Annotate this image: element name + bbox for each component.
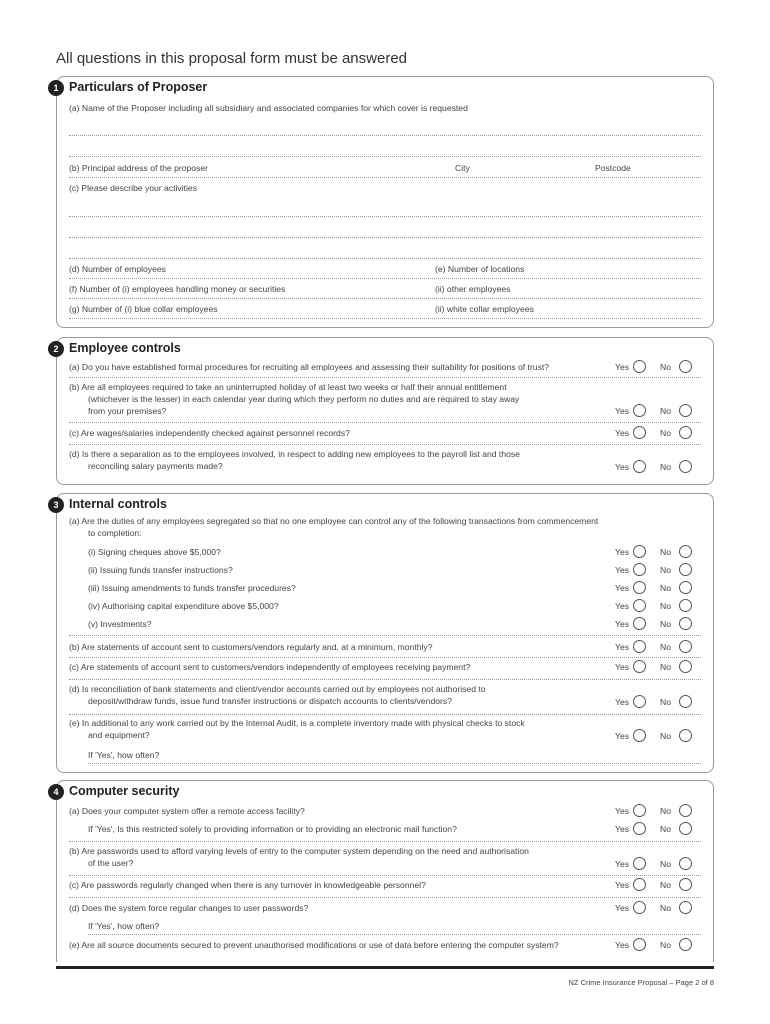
yes-radio[interactable] bbox=[633, 360, 646, 373]
yes-radio[interactable] bbox=[633, 695, 646, 708]
yes-no-3a-iii bbox=[615, 581, 699, 595]
section-internal-controls bbox=[53, 493, 714, 773]
question-3d-line1: (d) Is reconciliation of bank statements and client/vendor accounts carried out by employees not authorised to bbox=[69, 684, 486, 694]
yes-label: Yes bbox=[615, 697, 630, 707]
no-label: No bbox=[660, 362, 671, 372]
yes-label: Yes bbox=[615, 940, 630, 950]
no-label: No bbox=[660, 619, 671, 629]
yes-radio[interactable] bbox=[633, 545, 646, 558]
yes-radio[interactable] bbox=[633, 640, 646, 653]
divider bbox=[69, 422, 701, 423]
yes-no-3d bbox=[615, 695, 699, 709]
postcode-label: Postcode bbox=[595, 163, 631, 173]
answer-line-1a[interactable] bbox=[69, 135, 701, 136]
yes-no-3a-ii bbox=[615, 563, 699, 577]
question-3d-line2: deposit/withdraw funds, issue fund transfer instructions or dispatch accounts to clients/vendors? bbox=[88, 696, 452, 706]
no-label: No bbox=[660, 859, 671, 869]
question-3a-i: (i) Signing cheques above $5,000? bbox=[88, 547, 221, 557]
no-label: No bbox=[660, 880, 671, 890]
yes-no-4b bbox=[615, 857, 699, 871]
question-4b-line2: of the user? bbox=[88, 858, 134, 868]
answer-line-1a-2[interactable] bbox=[69, 156, 701, 157]
yes-no-2d bbox=[615, 460, 699, 474]
question-4a-followup: If 'Yes', Is this restricted solely to providing information or to providing an electronic mail function? bbox=[88, 824, 457, 834]
question-1a: (a) Name of the Proposer including all subsidiary and associated companies for which cover is requested bbox=[69, 103, 468, 113]
question-1f-ii: (ii) other employees bbox=[435, 284, 511, 294]
yes-radio[interactable] bbox=[633, 729, 646, 742]
question-3e-followup: If 'Yes', how often? bbox=[88, 750, 160, 760]
yes-label: Yes bbox=[615, 859, 630, 869]
no-radio[interactable] bbox=[679, 360, 692, 373]
yes-label: Yes bbox=[615, 583, 630, 593]
no-label: No bbox=[660, 824, 671, 834]
section-title: Employee controls bbox=[69, 341, 181, 355]
yes-label: Yes bbox=[615, 601, 630, 611]
no-radio[interactable] bbox=[679, 878, 692, 891]
section-number: 3 bbox=[48, 497, 64, 513]
question-1e: (e) Number of locations bbox=[435, 264, 525, 274]
yes-label: Yes bbox=[615, 824, 630, 834]
yes-radio[interactable] bbox=[633, 938, 646, 951]
yes-label: Yes bbox=[615, 731, 630, 741]
yes-no-3c bbox=[615, 660, 699, 674]
yes-radio[interactable] bbox=[633, 822, 646, 835]
question-1g: (g) Number of (i) blue collar employees bbox=[69, 304, 218, 314]
yes-radio[interactable] bbox=[633, 857, 646, 870]
question-3b: (b) Are statements of account sent to customers/vendors regularly and, at a minimum, monthly? bbox=[69, 642, 433, 652]
answer-line-1c[interactable] bbox=[69, 216, 701, 217]
yes-label: Yes bbox=[615, 406, 630, 416]
no-label: No bbox=[660, 806, 671, 816]
yes-radio[interactable] bbox=[633, 426, 646, 439]
no-label: No bbox=[660, 903, 671, 913]
question-3e-line1: (e) In additional to any work carried out by the Internal Audit, is a complete inventory made with physical checks to stock bbox=[69, 718, 525, 728]
no-radio[interactable] bbox=[679, 729, 692, 742]
answer-line-3e[interactable] bbox=[88, 763, 701, 764]
divider bbox=[69, 377, 701, 378]
no-label: No bbox=[660, 601, 671, 611]
divider bbox=[69, 444, 701, 445]
question-1d: (d) Number of employees bbox=[69, 264, 166, 274]
no-radio[interactable] bbox=[679, 404, 692, 417]
no-radio[interactable] bbox=[679, 822, 692, 835]
section-particulars-of-proposer bbox=[53, 76, 714, 328]
yes-no-3a-v bbox=[615, 617, 699, 631]
question-3a-line2: to completion: bbox=[88, 528, 142, 538]
yes-label: Yes bbox=[615, 462, 630, 472]
yes-radio[interactable] bbox=[633, 599, 646, 612]
yes-no-4c bbox=[615, 878, 699, 892]
section-title: Computer security bbox=[69, 784, 180, 798]
question-1c: (c) Please describe your activities bbox=[69, 183, 197, 193]
yes-no-4a bbox=[615, 804, 699, 818]
question-1b: (b) Principal address of the proposer bbox=[69, 163, 209, 173]
question-4b-line1: (b) Are passwords used to afford varying levels of entry to the computer system depending on the need and authorisation bbox=[69, 846, 529, 856]
yes-radio[interactable] bbox=[633, 404, 646, 417]
no-radio[interactable] bbox=[679, 901, 692, 914]
yes-radio[interactable] bbox=[633, 901, 646, 914]
yes-label: Yes bbox=[615, 903, 630, 913]
city-label: City bbox=[455, 163, 470, 173]
yes-label: Yes bbox=[615, 547, 630, 557]
no-radio[interactable] bbox=[679, 545, 692, 558]
divider bbox=[69, 714, 701, 715]
question-3a-iii: (iii) Issuing amendments to funds transfer procedures? bbox=[88, 583, 296, 593]
question-2b-line3: from your premises? bbox=[88, 406, 167, 416]
yes-radio[interactable] bbox=[633, 660, 646, 673]
yes-label: Yes bbox=[615, 662, 630, 672]
page-footer: NZ Crime Insurance Proposal – Page 2 of 8 bbox=[568, 978, 714, 987]
question-2b-line2: (whichever is the lesser) in each calendar year during which they perform no duties and are required to stay away bbox=[88, 394, 520, 404]
question-2d-line2: reconciling salary payments made? bbox=[88, 461, 223, 471]
no-radio[interactable] bbox=[679, 563, 692, 576]
no-radio[interactable] bbox=[679, 426, 692, 439]
question-2a: (a) Do you have established formal procedures for recruiting all employees and assessing their suitability for positions of trust? bbox=[69, 362, 550, 372]
yes-no-3e bbox=[615, 729, 699, 743]
answer-line-1f[interactable] bbox=[69, 298, 701, 299]
section-computer-security bbox=[53, 780, 714, 962]
yes-no-4e bbox=[615, 938, 699, 952]
yes-no-2c bbox=[615, 426, 699, 440]
answer-line-1b[interactable] bbox=[69, 177, 701, 178]
yes-no-2b bbox=[615, 404, 699, 418]
question-1f: (f) Number of (i) employees handling money or securities bbox=[69, 284, 286, 294]
divider bbox=[69, 679, 701, 680]
question-4c: (c) Are passwords regularly changed when there is any turnover in knowledgeable personnel? bbox=[69, 880, 426, 890]
yes-label: Yes bbox=[615, 362, 630, 372]
question-2d-line1: (d) Is there a separation as to the employees involved, in respect to adding new employees to the payroll list and those bbox=[69, 449, 520, 459]
divider bbox=[69, 875, 701, 876]
question-4e: (e) Are all source documents secured to prevent unauthorised modifications or use of data before entering the computer system? bbox=[69, 940, 559, 950]
no-radio[interactable] bbox=[679, 695, 692, 708]
question-2c: (c) Are wages/salaries independently checked against personnel records? bbox=[69, 428, 350, 438]
divider bbox=[69, 635, 701, 636]
no-radio[interactable] bbox=[679, 938, 692, 951]
question-3c: (c) Are statements of account sent to customers/vendors independently of employees receiving payment? bbox=[69, 662, 471, 672]
yes-no-2a bbox=[615, 360, 699, 374]
yes-label: Yes bbox=[615, 428, 630, 438]
answer-line-1g[interactable] bbox=[69, 318, 701, 319]
no-radio[interactable] bbox=[679, 857, 692, 870]
yes-no-3a-iv bbox=[615, 599, 699, 613]
yes-radio[interactable] bbox=[633, 581, 646, 594]
yes-label: Yes bbox=[615, 565, 630, 575]
no-label: No bbox=[660, 662, 671, 672]
question-3a-iv: (iv) Authorising capital expenditure above $5,000? bbox=[88, 601, 279, 611]
question-2b-line1: (b) Are all employees required to take an uninterrupted holiday of at least two weeks or half their annual entitlement bbox=[69, 382, 507, 392]
no-radio[interactable] bbox=[679, 617, 692, 630]
no-radio[interactable] bbox=[679, 640, 692, 653]
section-employee-controls bbox=[53, 337, 714, 485]
yes-no-4a-followup bbox=[615, 822, 699, 836]
yes-radio[interactable] bbox=[633, 460, 646, 473]
question-3a-line1: (a) Are the duties of any employees segregated so that no one employee can control any of the following transactions from commencement bbox=[69, 516, 599, 526]
yes-no-3b bbox=[615, 640, 699, 654]
question-3a-v: (v) Investments? bbox=[88, 619, 152, 629]
no-label: No bbox=[660, 583, 671, 593]
no-label: No bbox=[660, 462, 671, 472]
no-label: No bbox=[660, 406, 671, 416]
no-radio[interactable] bbox=[679, 660, 692, 673]
question-3e-line2: and equipment? bbox=[88, 730, 150, 740]
yes-label: Yes bbox=[615, 806, 630, 816]
yes-radio[interactable] bbox=[633, 617, 646, 630]
question-3a-ii: (ii) Issuing funds transfer instructions? bbox=[88, 565, 233, 575]
no-label: No bbox=[660, 428, 671, 438]
no-radio[interactable] bbox=[679, 581, 692, 594]
yes-label: Yes bbox=[615, 619, 630, 629]
no-label: No bbox=[660, 642, 671, 652]
section-title: Internal controls bbox=[69, 497, 167, 511]
question-4d-followup: If 'Yes', how often? bbox=[88, 921, 160, 931]
question-4a: (a) Does your computer system offer a remote access facility? bbox=[69, 806, 305, 816]
no-label: No bbox=[660, 547, 671, 557]
divider bbox=[69, 657, 701, 658]
answer-line-1d[interactable] bbox=[69, 278, 701, 279]
no-radio[interactable] bbox=[679, 804, 692, 817]
yes-no-3a-i bbox=[615, 545, 699, 559]
bottom-rule bbox=[56, 966, 714, 969]
yes-radio[interactable] bbox=[633, 878, 646, 891]
no-label: No bbox=[660, 731, 671, 741]
yes-radio[interactable] bbox=[633, 563, 646, 576]
yes-label: Yes bbox=[615, 642, 630, 652]
no-label: No bbox=[660, 565, 671, 575]
no-radio[interactable] bbox=[679, 599, 692, 612]
page-title: All questions in this proposal form must be answered bbox=[56, 50, 408, 67]
no-radio[interactable] bbox=[679, 460, 692, 473]
section-number: 4 bbox=[48, 784, 64, 800]
section-number: 2 bbox=[48, 341, 64, 357]
question-4d: (d) Does the system force regular changes to user passwords? bbox=[69, 903, 309, 913]
section-title: Particulars of Proposer bbox=[69, 80, 208, 94]
no-label: No bbox=[660, 697, 671, 707]
answer-line-4d[interactable] bbox=[88, 934, 701, 935]
divider bbox=[69, 897, 701, 898]
yes-radio[interactable] bbox=[633, 804, 646, 817]
answer-line-1c-3[interactable] bbox=[69, 258, 701, 259]
divider bbox=[69, 841, 701, 842]
answer-line-1c-2[interactable] bbox=[69, 237, 701, 238]
yes-no-4d bbox=[615, 901, 699, 915]
no-label: No bbox=[660, 940, 671, 950]
section-number: 1 bbox=[48, 80, 64, 96]
question-1g-ii: (ii) white collar employees bbox=[435, 304, 534, 314]
yes-label: Yes bbox=[615, 880, 630, 890]
